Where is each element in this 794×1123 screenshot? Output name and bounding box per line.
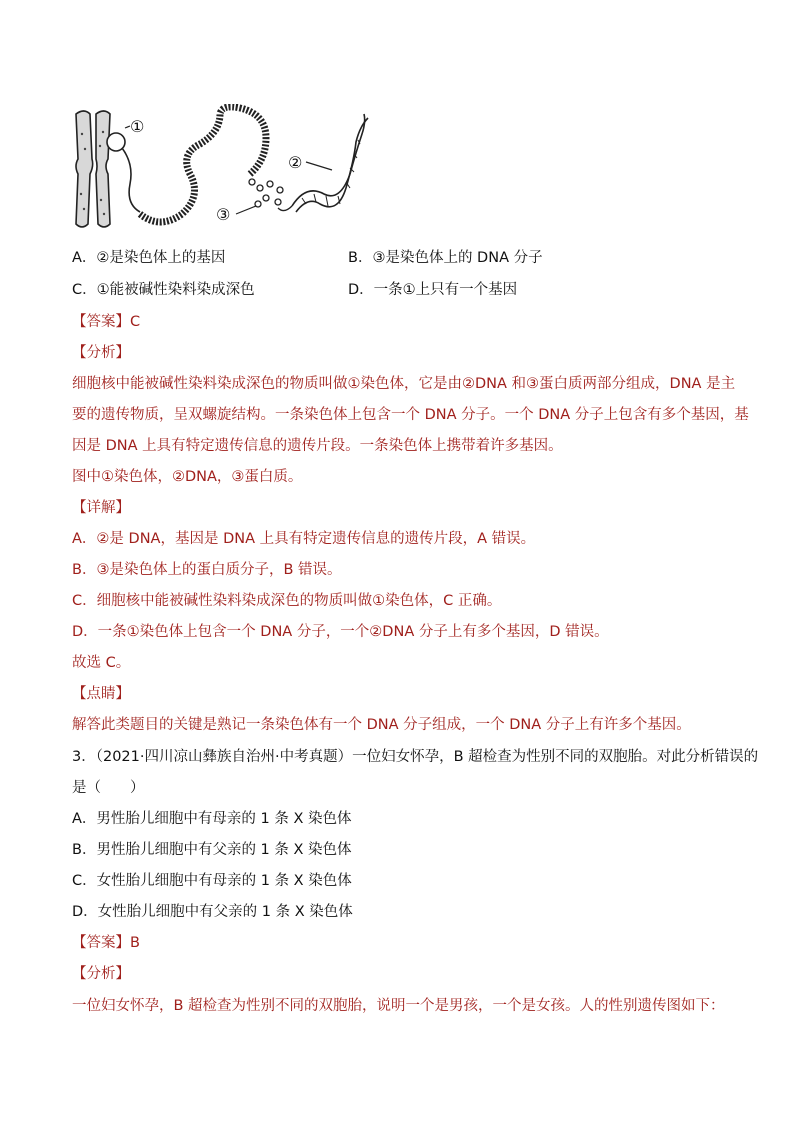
chromosome-dna-figure	[70, 104, 370, 234]
q2-detail-line: B．③是染色体上的蛋白质分子，B 错误。	[72, 562, 342, 578]
chromosome-drawing	[76, 111, 110, 227]
q3-analysis-text: 一位妇女怀孕，B 超检查为性别不同的双胞胎，说明一个是男孩，一个是女孩。人的性别遗传图如下：	[72, 998, 725, 1014]
q2-analysis-line: 图中①染色体，②DNA，③蛋白质。	[72, 469, 303, 485]
q2-detail-line: C．细胞核中能被碱性染料染成深色的物质叫做①染色体，C 正确。	[72, 593, 502, 609]
marker-1: ①	[130, 117, 145, 136]
protein-beads	[249, 179, 283, 207]
q3-option-d: D．女性胎儿细胞中有父亲的 1 条 X 染色体	[72, 904, 353, 920]
q2-detail-line: D．一条①染色体上包含一个 DNA 分子，一个②DNA 分子上有多个基因，D 错误。	[72, 624, 609, 640]
q3-option-a: A．男性胎儿细胞中有母亲的 1 条 X 染色体	[72, 811, 352, 827]
q2-option-d: D．一条①上只有一个基因	[348, 282, 518, 298]
q3-option-c: C．女性胎儿细胞中有母亲的 1 条 X 染色体	[72, 873, 352, 889]
q2-analysis-line: 细胞核中能被碱性染料染成深色的物质叫做①染色体，它是由②DNA 和③蛋白质两部分组成，DNA 是主	[72, 376, 736, 392]
q2-analysis-line: 要的遗传物质，呈双螺旋结构。一条染色体上包含一个 DNA 分子。一个 DNA 分子上包含有多个基因，基	[72, 407, 749, 423]
marker-3: ③	[216, 205, 231, 224]
q2-detail-label: 【详解】	[72, 500, 130, 516]
answer-value: C	[130, 314, 141, 330]
q2-detail-line: A．②是 DNA，基因是 DNA 上具有特定遗传信息的遗传片段，A 错误。	[72, 531, 536, 547]
q2-option-a: A．②是染色体上的基因	[72, 250, 226, 266]
q2-analysis-label: 【分析】	[72, 345, 130, 361]
q3-option-b: B．男性胎儿细胞中有父亲的 1 条 X 染色体	[72, 842, 352, 858]
answer-value: B	[130, 935, 140, 951]
q3-stem-cont: 是（ ）	[72, 780, 145, 796]
q2-answer	[72, 312, 140, 332]
q3-answer	[72, 933, 140, 953]
answer-label: 【答案】	[72, 314, 130, 330]
q2-option-c: C．①能被碱性染料染成深色	[72, 282, 255, 298]
q2-option-b: B．③是染色体上的 DNA 分子	[348, 250, 543, 266]
dna-helix	[292, 114, 368, 212]
coiled-fiber	[140, 107, 266, 222]
q3-stem: 3．（2021·四川凉山彝族自治州·中考真题）一位妇女怀孕，B 超检查为性别不同的双胞胎。对此分析错误的	[72, 749, 759, 765]
answer-label: 【答案】	[72, 935, 130, 951]
marker-2: ②	[288, 153, 303, 172]
q2-tip-label: 【点睛】	[72, 686, 130, 702]
q3-analysis-label: 【分析】	[72, 966, 130, 982]
q2-detail-line: 故选 C。	[72, 655, 131, 671]
q2-tip-text: 解答此类题目的关键是熟记一条染色体有一个 DNA 分子组成，一个 DNA 分子上有许多个基因。	[72, 717, 691, 733]
q2-analysis-line: 因是 DNA 上具有特定遗传信息的遗传片段。一条染色体上携带着许多基因。	[72, 438, 563, 454]
